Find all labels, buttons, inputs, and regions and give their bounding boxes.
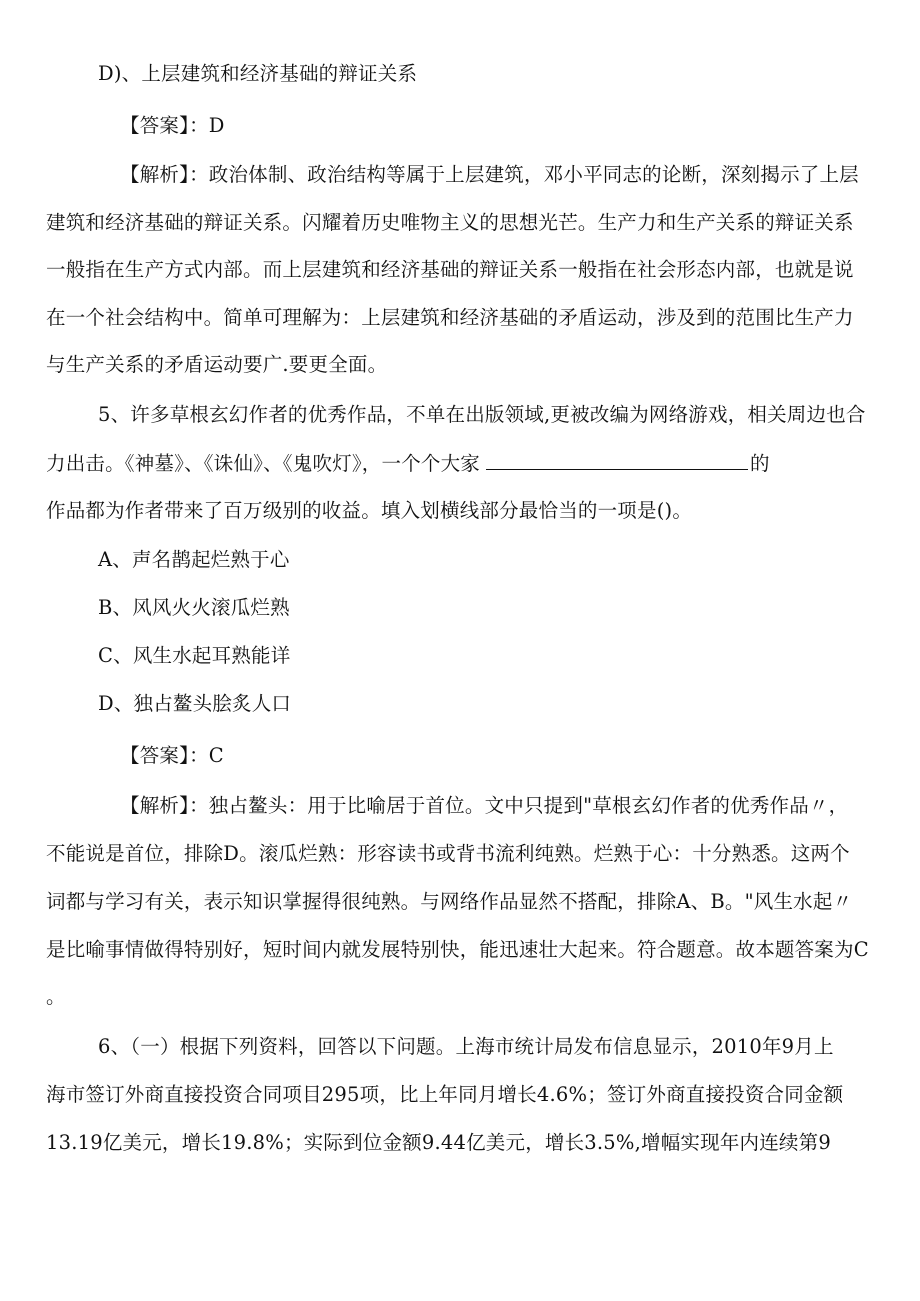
q5-option-d: D、独占鳌头脍炙人口 xyxy=(98,692,292,715)
q5-stem-line-3: 作品都为作者带来了百万级别的收益。填入划横线部分最恰当的一项是()。 xyxy=(46,499,693,522)
q4-analysis-line-1 xyxy=(120,163,859,187)
answer-label: 【答案】 xyxy=(120,114,190,137)
q5-option-a: A、声名鹊起烂熟于心 xyxy=(98,548,290,571)
q5-stem-line-2 xyxy=(46,451,770,476)
q5-stem-line-1: 5、许多草根玄幻作者的优秀作品，不单在出版领域,更被改编为网络游戏，相关周边也合 xyxy=(98,403,866,426)
q5-answer xyxy=(120,744,224,768)
q4-analysis-line-4: 在一个社会结构中。简单可理解为：上层建筑和经济基础的矛盾运动，涉及到的范围比生产力 xyxy=(46,306,854,329)
q5-analysis-line-2: 不能说是首位，排除D。滚瓜烂熟：形容读书或背书流利纯熟。烂熟于心：十分熟悉。这两个 xyxy=(46,842,850,865)
q5-option-c: C、风生水起耳熟能详 xyxy=(98,644,291,667)
q4-analysis-line-3: 一般指在生产方式内部。而上层建筑和经济基础的辩证关系一般指在社会形态内部，也就是说 xyxy=(46,258,854,281)
q6-stem-line-3: 13.19亿美元，增长19.8%；实际到位金额9.44亿美元，增长3.5%,增幅实现年内连续第9 xyxy=(46,1131,831,1154)
q5-stem-before-blank: 力出击。《神墓》、《诛仙》、《鬼吹灯》，一个个大家 xyxy=(46,452,481,475)
fill-in-blank-line xyxy=(486,451,748,470)
q5-analysis-line-1 xyxy=(120,794,848,818)
q5-option-b: B、风风火火滚瓜烂熟 xyxy=(98,596,290,619)
q5-analysis-line-5: 。 xyxy=(46,985,66,1008)
q6-stem-line-2: 海市签订外商直接投资合同项目295项，比上年同月增长4.6%；签订外商直接投资合同金额 xyxy=(46,1083,844,1106)
analysis-label: 【解析】 xyxy=(120,163,190,186)
analysis-text: ：独占鳌头：用于比喻居于首位。文中只提到"草根玄幻作者的优秀作品〃， xyxy=(189,794,849,817)
answer-label: 【答案】 xyxy=(120,744,190,767)
q4-option-d: D)、上层建筑和经济基础的辩证关系 xyxy=(98,62,418,85)
q4-analysis-line-2: 建筑和经济基础的辩证关系。闪耀着历史唯物主义的思想光芒。生产力和生产关系的辩证关系 xyxy=(46,211,854,234)
q5-stem-after-blank: 的 xyxy=(750,452,770,475)
answer-value: ：D xyxy=(189,114,225,137)
answer-value: ：C xyxy=(189,744,224,767)
analysis-label: 【解析】 xyxy=(120,794,190,817)
analysis-text: ：政治体制、政治结构等属于上层建筑，邓小平同志的论断，深刻揭示了上层 xyxy=(189,163,859,186)
q6-stem-line-1: 6、（一）根据下列资料，回答以下问题。上海市统计局发布信息显示，2010年9月上 xyxy=(98,1035,834,1058)
q4-answer xyxy=(120,114,225,138)
q5-analysis-line-4: 是比喻事情做得特别好，短时间内就发展特别快，能迅速壮大起来。符合题意。故本题答案为C xyxy=(46,938,869,961)
q5-analysis-line-3: 词都与学习有关，表示知识掌握得很纯熟。与网络作品显然不搭配，排除A、B。"风生水起〃 xyxy=(46,890,853,913)
q4-analysis-line-5: 与生产关系的矛盾运动要广.要更全面。 xyxy=(46,353,388,376)
